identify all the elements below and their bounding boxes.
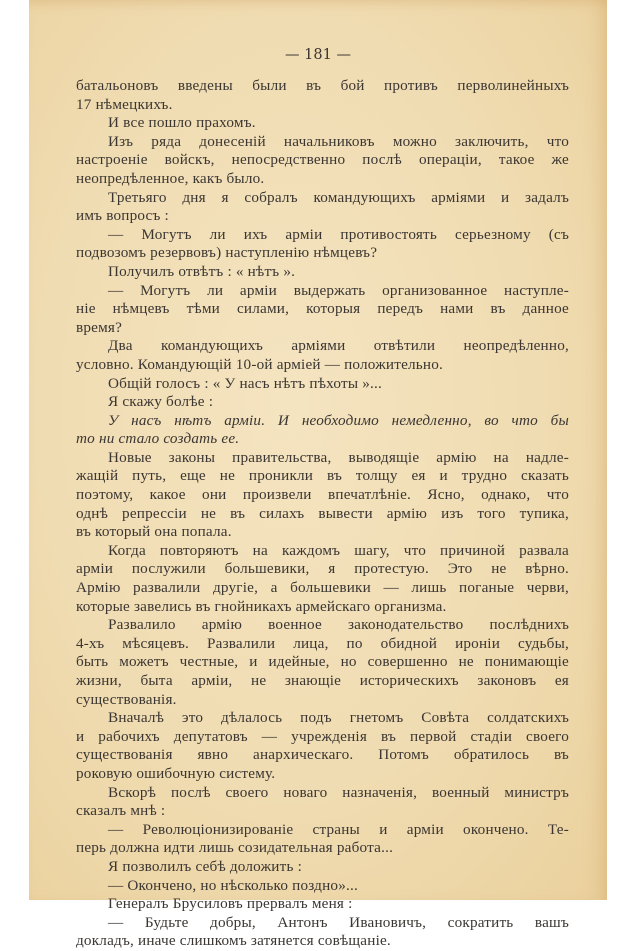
- text-line: неопредѣленное, какъ было.: [76, 169, 265, 187]
- text-line: которые завелись въ гнойникахъ армейскаго организма.: [76, 597, 447, 615]
- text-line: Два командующихъ арміями отвѣтили неопредѣленно,: [108, 337, 569, 355]
- text-line: Армію развалили другіе, а большевики — лишь поганые черви,: [76, 579, 569, 597]
- text-line: Третьяго дня я собралъ командующихъ арміями и задалъ: [108, 188, 569, 206]
- text-line: Генералъ Брусиловъ прервалъ меня :: [108, 895, 353, 913]
- text-line: существованія явно анархическаго. Потомъ обратилось въ: [76, 746, 569, 764]
- text-line: и рабочихъ депутатовъ — учрежденія въ первой стадіи своего: [76, 727, 569, 745]
- text-line: Развалило армію военное законодательство послѣднихъ: [108, 616, 569, 634]
- text-line: — Революціонизированіе страны и арміи окончено. Те-: [108, 820, 569, 838]
- text-line: перь должна идти лишь созидательная работа...: [76, 839, 394, 857]
- text-line: быть можетъ честные, и идейные, но совершенно не понимающіе: [76, 653, 569, 671]
- text-line: Я позволилъ себѣ доложить :: [108, 857, 302, 875]
- text-line: время?: [76, 318, 123, 336]
- page-number: — 181 —: [285, 47, 351, 63]
- text-line: Вначалѣ это дѣлалось подъ гнетомъ Совѣта солдатскихъ: [108, 709, 569, 727]
- text-line: роковую ошибочную систему.: [76, 764, 276, 782]
- text-line: — Окончено, но нѣсколько поздно»...: [108, 876, 358, 894]
- text-line: въ который она попала.: [76, 523, 232, 541]
- text-line: Получилъ отвѣтъ : « нѣтъ ».: [108, 262, 296, 280]
- text-line: сказалъ мнѣ :: [76, 802, 166, 820]
- text-line: имъ вопросъ :: [76, 207, 169, 225]
- text-line: ніе нѣмцевъ тѣми силами, которыя передъ нами въ данное: [76, 300, 569, 318]
- text-line: жизни, быта арміи, не знающіе историческихъ законовъ ея: [76, 672, 569, 689]
- text-line: подвозомъ резервовъ) наступленію нѣмцевъ?: [76, 244, 378, 262]
- text-line: Вскорѣ послѣ своего новаго назначенія, военный министръ: [108, 783, 569, 801]
- text-line: однѣ репрессіи не въ силахъ вывести армію изъ того тупика,: [76, 504, 569, 522]
- text-line: батальоновъ введены были въ бой противъ перволинейныхъ: [76, 77, 569, 94]
- text-line: — Могутъ ли арміи выдержать организованное наступле-: [108, 281, 569, 299]
- text-line: 4-хъ мѣсяцевъ. Развалили лица, по обидной ироніи судьбы,: [76, 634, 569, 652]
- text-line: жащій путь, еще не проникли въ толщу ея и трудно сказать: [76, 467, 569, 485]
- text-line: Я скажу болѣе :: [108, 393, 214, 411]
- text-line: настроеніе войскъ, непосредственно послѣ операціи, такое же: [76, 151, 569, 169]
- book-page: [29, 0, 607, 950]
- text-line: Общій голосъ : « У насъ нѣтъ пѣхоты »...: [108, 374, 383, 392]
- text-line: Изъ ряда донесеній начальниковъ можно заключить, что: [108, 132, 569, 150]
- text-line: то ни стало создать ее.: [76, 430, 240, 448]
- text-line: поэтому, какое они произвели впечатлѣніе. Ясно, однако, что: [76, 486, 569, 504]
- text-line: Новые законы правительства, выводящіе армію на надле-: [108, 448, 569, 466]
- text-line: арміи послужили большевики, я протестую. Это не вѣрно.: [76, 560, 569, 578]
- text-line: У насъ нѣтъ арміи. И необходимо немедленно, во что бы: [108, 411, 569, 429]
- text-line: 17 нѣмецкихъ.: [76, 95, 173, 113]
- text-line: условно. Командующій 10-ой арміей — положительно.: [76, 355, 444, 373]
- text-line: — Будьте добры, Антонъ Ивановичъ, сократить вашъ: [108, 913, 569, 931]
- text-line: Когда повторяютъ на каждомъ шагу, что причиной развала: [108, 541, 569, 559]
- text-line: существованія.: [76, 690, 177, 708]
- text-line: И все пошло прахомъ.: [108, 114, 256, 132]
- text-line: докладъ, иначе слишкомъ затянется совѣщаніе.: [76, 932, 391, 950]
- body-text: [76, 77, 569, 951]
- text-line: — Могутъ ли ихъ арміи противостоять серьезному (съ: [108, 225, 569, 243]
